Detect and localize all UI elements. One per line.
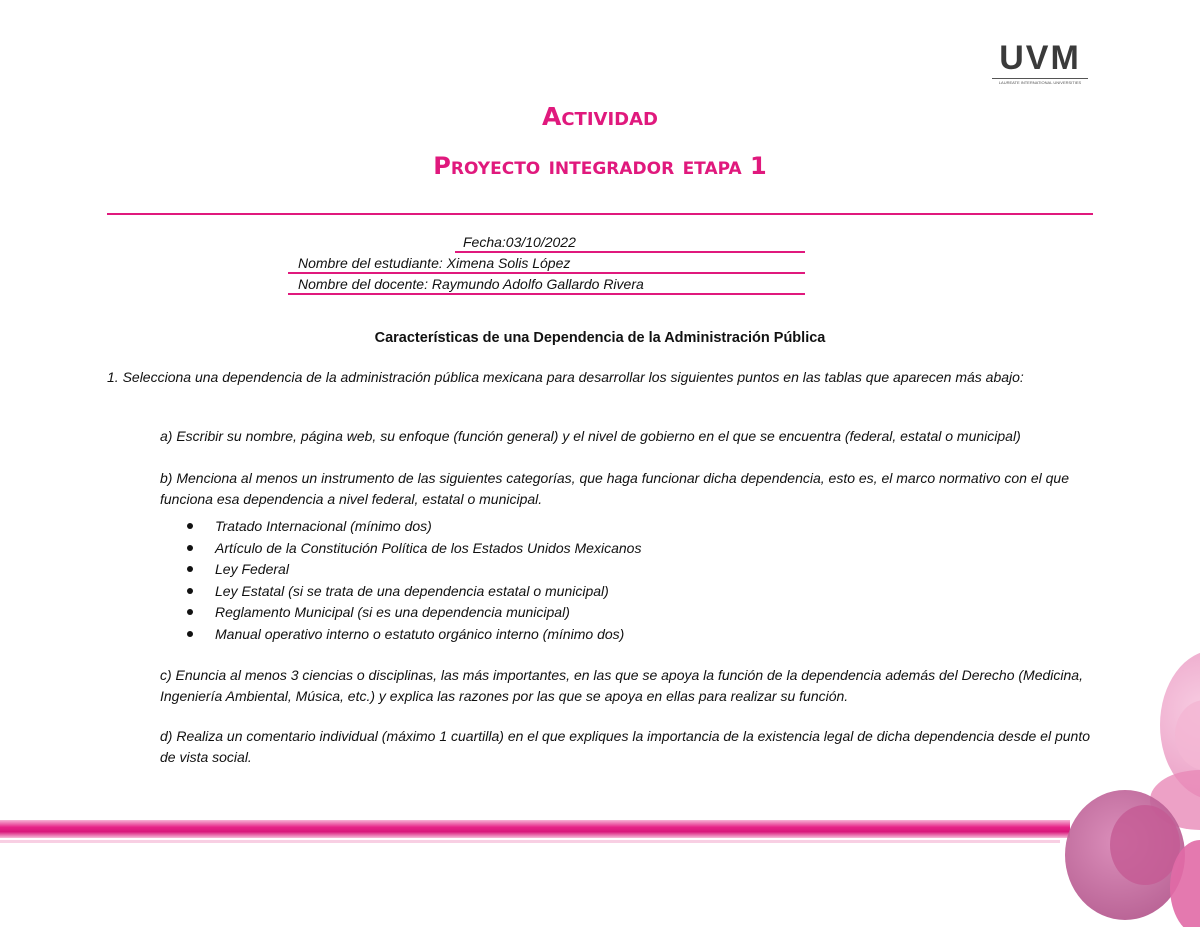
list-item [185, 538, 641, 560]
list-item-text: Ley Federal [215, 561, 289, 577]
list-item-text: Manual operativo interno o estatuto orgánico interno (mínimo dos) [215, 625, 625, 642]
student-name-field: Nombre del estudiante: Ximena Solis López [288, 254, 805, 274]
logo-tagline: LAUREATE INTERNATIONAL UNIVERSITIES [998, 80, 1082, 85]
bullet-icon [187, 545, 193, 551]
title-divider [107, 213, 1093, 215]
list-item [185, 624, 641, 646]
bullet-icon [187, 609, 193, 615]
instruction-d: d) Realiza un comentario individual (máximo 1 cuartilla) en el que expliques la importancia de la existencia legal de dicha dependencia desde el punto de vista social. [160, 728, 1091, 765]
list-item-text: Ley Estatal (si se trata de una dependencia estatal o municipal) [215, 582, 609, 599]
category-list [185, 516, 641, 645]
list-item [185, 516, 641, 538]
instruction-b: b) Menciona al menos un instrumento de las siguientes categorías, que haga funcionar dicha dependencia, esto es, el marco normativo con el que funciona esa dependencia a nivel federal, estatal o municipal. [160, 470, 1069, 507]
title-activity: Actividad [542, 102, 658, 131]
footer-stripe-highlight [0, 840, 1060, 843]
list-item [185, 581, 641, 603]
bullet-icon [187, 566, 193, 572]
logo-divider [992, 78, 1088, 79]
instruction-c: c) Enuncia al menos 3 ciencias o disciplinas, las más importantes, en las que se apoya la función de la dependencia además del Derecho (Medicina, Ingeniería Ambiental, Música, etc.) y explica las razones por las que se apoya en ellas para realizar su función. [160, 667, 1083, 704]
date-field: Fecha:03/10/2022 [455, 233, 805, 253]
footer-stripe [0, 820, 1070, 838]
bullet-icon [187, 523, 193, 529]
list-item [185, 559, 641, 581]
list-item-text: Artículo de la Constitución Política de los Estados Unidos Mexicanos [215, 539, 642, 556]
instruction-a: a) Escribir su nombre, página web, su enfoque (función general) y el nivel de gobierno en el que se encuentra (federal, estatal o municipal) [160, 428, 1021, 444]
bullet-icon [187, 631, 193, 637]
list-item-text: Reglamento Municipal (si es una dependencia municipal) [215, 604, 570, 620]
title-project: Proyecto integrador etapa 1 [433, 152, 767, 180]
teacher-name-field: Nombre del docente: Raymundo Adolfo Gallardo Rivera [288, 275, 805, 295]
logo-wordmark: UVM [999, 39, 1081, 77]
section-heading: Características de una Dependencia de la Administración Pública [374, 330, 826, 346]
list-item-text: Tratado Internacional (mínimo dos) [215, 518, 432, 534]
bullet-icon [187, 588, 193, 594]
uvm-logo [992, 40, 1088, 88]
list-item [185, 602, 641, 624]
instruction-intro: 1. Selecciona una dependencia de la administración pública mexicana para desarrollar los siguientes puntos en las tablas que aparecen más abajo: [107, 369, 1024, 385]
decor-circle [1110, 805, 1180, 885]
